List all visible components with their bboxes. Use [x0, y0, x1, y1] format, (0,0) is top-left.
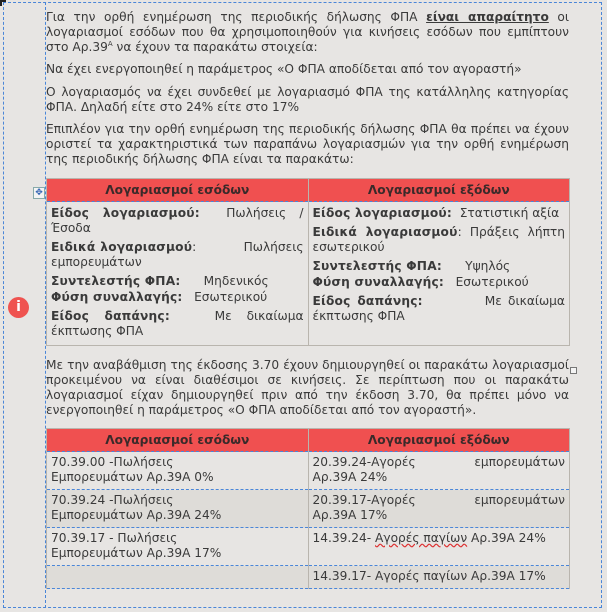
field-label: Είδος δαπάνης: [51, 309, 170, 323]
intro-paragraph-2: Να έχει ενεργοποιηθεί η παράμετρος «Ο ΦΠΑ αποδίδεται από τον αγοραστή» [46, 62, 522, 76]
table-header-row [47, 429, 570, 452]
expense-rate: Αρ.39Α 24% [467, 531, 546, 545]
expense-account-cell[interactable] [308, 490, 570, 528]
expense-code: 14.39.24- [312, 531, 376, 545]
field-account-type [51, 206, 304, 236]
intro-text-cont: οι λογαριασμοί εσόδων που θα χρησιμοποιηθούν για κινήσεις εσόδων που εμπίπτουν στο Αρ.39 [46, 10, 569, 54]
field-expense-type [313, 294, 566, 324]
expense-account-cell[interactable]: 14.39.17- Αγορές παγίων Αρ.39Α 17% [308, 566, 570, 589]
field-special-account: Ειδικά λογαριασμού: Πωλήσεις εμπορευμάτων [51, 240, 304, 269]
income-account-cell[interactable]: 70.39.24 -Πωλήσεις Εμπορευμάτων Αρ.39Α 24% [47, 490, 309, 528]
expense-code: 20.39.17-Αγορές [312, 493, 416, 507]
field-value: Πωλήσεις εμπορευμάτων [51, 240, 304, 269]
income-characteristics-cell[interactable] [47, 202, 309, 346]
field-label: Συντελεστής ΦΠΑ: [51, 274, 181, 288]
field-label: Φύση συναλλαγής: [51, 290, 183, 304]
field-label: Ειδικά λογαριασμού [312, 225, 458, 239]
header-expense-accounts: Λογαριασμοί εξόδων [308, 429, 570, 452]
field-value: Πωλήσεις / Έσοδα [51, 206, 304, 235]
field-label: Είδος δαπάνης: [312, 294, 423, 308]
expense-desc: εμπορευμάτων [474, 455, 565, 469]
table-header-row [47, 179, 570, 202]
superscript-a: Α [107, 39, 113, 48]
field-value: Πράξεις λήπτη εσωτερικού [312, 225, 565, 254]
field-label: Είδος λογαριασμού: [312, 206, 452, 220]
intro-text: Για την ορθή ενημέρωση της περιοδικής δήλωσης ΦΠΑ [46, 10, 427, 24]
intro-paragraph-4: Επιπλέον για την ορθή ενημέρωση της περιοδικής δήλωσης ΦΠΑ θα πρέπει να έχουν οριστεί τα χαρακτηριστικά των παραπάνω λογαριασμών για την ορθή ενημέρωση της περιοδικής δήλωσης ΦΠΑ είναι τα παρακάτω: [46, 122, 569, 166]
field-label: Συντελεστής ΦΠΑ: [312, 259, 442, 273]
field-value: Με δικαίωμα έκπτωσης ΦΠΑ [312, 294, 565, 323]
intro-text-end: να έχουν τα παρακάτω στοιχεία: [112, 40, 318, 54]
field-account-type [313, 206, 566, 221]
field-transaction-nature [51, 290, 304, 305]
expense-characteristics-cell[interactable] [308, 202, 570, 346]
emphasis-required: είναι απαραίτητο [426, 10, 549, 24]
intro-paragraph-3: Ο λογαριασμός να έχει συνδεθεί με λογαριασμό ΦΠΑ της κατάλληλης κατηγορίας ΦΠΑ. Δηλαδή είτε στο 24% είτε στο 17% [46, 85, 569, 114]
table-row [47, 528, 570, 566]
field-label: Είδος λογαριασμού: [51, 206, 200, 220]
field-value: Υψηλός [465, 259, 511, 273]
field-value: Στατιστική αξία [459, 206, 560, 220]
table-row [47, 566, 570, 589]
expense-rate: Αρ.39Α 17% [312, 508, 388, 522]
header-expense-accounts: Λογαριασμοί εξόδων [308, 179, 570, 202]
account-characteristics-table [46, 178, 570, 346]
income-account-cell[interactable]: 70.39.00 -Πωλήσεις Εμπορευμάτων Αρ.39Α 0% [47, 452, 309, 490]
table-row [47, 202, 570, 346]
expense-account-cell[interactable] [308, 528, 570, 566]
income-account-cell[interactable]: 70.39.17 - Πωλήσεις Εμπορευμάτων Αρ.39Α 17% [47, 528, 309, 566]
field-expense-type [51, 309, 304, 339]
document-content[interactable] [46, 10, 569, 589]
table-row [47, 452, 570, 490]
income-account-cell[interactable] [47, 566, 309, 589]
expense-account-line [313, 455, 566, 470]
header-income-accounts: Λογαριασμοί εσόδων [47, 429, 309, 452]
expense-account-cell[interactable] [308, 452, 570, 490]
spellcheck-flagged-text[interactable]: Αγορές παγίων [375, 531, 468, 545]
info-icon[interactable]: i [8, 297, 29, 318]
intro-paragraph-1 [46, 10, 569, 55]
expense-desc: εμπορευμάτων [474, 493, 565, 507]
field-value: Μηδενικός [203, 274, 269, 288]
expense-rate: Αρ.39Α 24% [312, 470, 388, 484]
expense-account-line [313, 493, 566, 508]
field-label: Φύση συναλλαγής: [312, 275, 444, 289]
field-label: Ειδικά λογαριασμού [51, 240, 193, 254]
field-value: Εσωτερικού [455, 275, 529, 289]
field-vat-rate [51, 274, 304, 289]
corner-mark [0, 0, 6, 6]
field-value: Με δικαίωμα έκπτωσης ΦΠΑ [51, 309, 304, 338]
table-resize-handle[interactable] [570, 367, 577, 374]
expense-code: 20.39.24-Αγορές [312, 455, 416, 469]
table-row [47, 490, 570, 528]
upgrade-paragraph: Με την αναβάθμιση της έκδοσης 3.70 έχουν δημιουργηθεί οι παρακάτω λογαριασμοί προκειμένου να είναι διαθέσιμοι σε κινήσεις. Σε περίπτωση που οι παρακάτω λογαριασμοί είχαν δημιουργηθεί πριν από την έκδοση 3.70, θα πρέπει μόνο να ενεργοποιηθεί η παράμετρος «Ο ΦΠΑ αποδίδεται από τον αγοραστή». [46, 358, 569, 417]
field-value: Εσωτερικού [194, 290, 268, 304]
table-move-handle-icon[interactable]: ✥ [33, 187, 45, 199]
created-accounts-table [46, 428, 570, 589]
header-income-accounts: Λογαριασμοί εσόδων [47, 179, 309, 202]
field-vat-rate [313, 259, 566, 274]
field-transaction-nature [313, 275, 566, 290]
field-special-account: Ειδικά λογαριασμού: Πράξεις λήπτη εσωτερικού [312, 225, 565, 254]
